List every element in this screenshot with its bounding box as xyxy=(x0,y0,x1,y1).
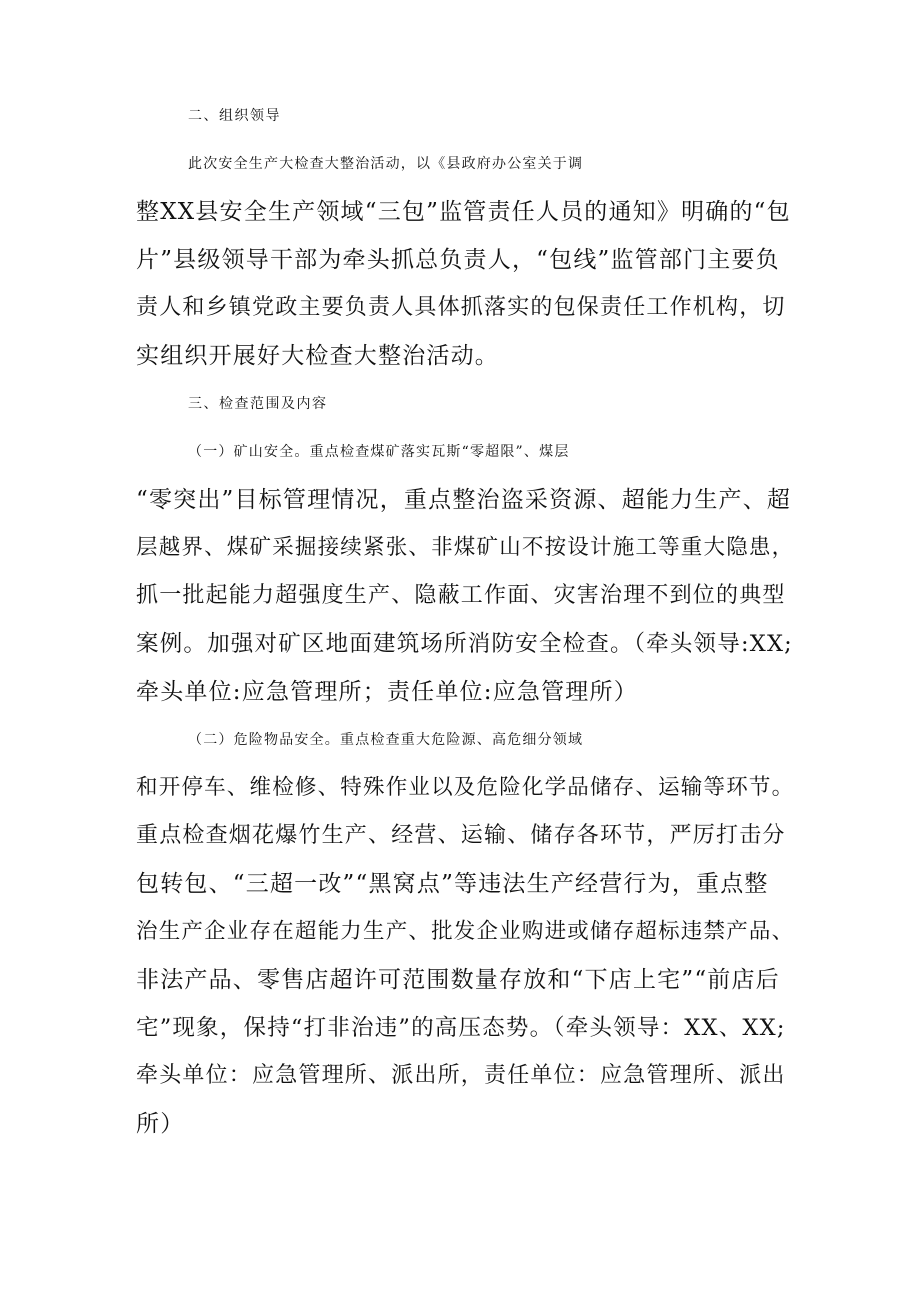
paragraph-line: 整XX县安全生产领域“三包”监管责任人员的通知》明确的“包 xyxy=(136,199,791,225)
paragraph-line: 非法产品、零售店超许可范围数量存放和“下店上宅”“前店后 xyxy=(136,967,780,993)
paragraph-line: 治生产企业存在超能力生产、批发企业购进或储存超标违禁产品、 xyxy=(136,919,795,944)
paragraph-line: 责人和乡镇党政主要负责人具体抓落实的包保责任工作机构，切 xyxy=(136,295,786,320)
paragraph-line: 此次安全生产大检查大整治活动，以《县政府办公室关于调 xyxy=(188,156,584,172)
paragraph-line: （二）危险物品安全。重点检查重大危险源、高危细分领域 xyxy=(188,732,584,748)
section-heading-organization: 二、组织领导 xyxy=(188,108,281,124)
paragraph-line: 和开停车、维检修、特殊作业以及危险化学品储存、运输等环节。 xyxy=(136,775,795,800)
paragraph-line: 层越界、煤矿采掘接续紧张、非煤矿山不按设计施工等重大隐患， xyxy=(136,535,795,560)
paragraph-line: 所） xyxy=(136,1111,185,1137)
section-heading-scope: 三、检查范围及内容 xyxy=(188,396,328,412)
paragraph-line: 牵头单位:应急管理所；责任单位:应急管理所） xyxy=(136,679,638,705)
paragraph-line: 牵头单位：应急管理所、派出所，责任单位：应急管理所、派出 xyxy=(136,1063,786,1088)
paragraph-line: 案例。加强对矿区地面建筑场所消防安全检查。（牵头领导:XX; xyxy=(136,631,793,657)
paragraph-line: 抓一批起能力超强度生产、隐蔽工作面、灾害治理不到位的典型 xyxy=(136,583,786,608)
paragraph-line: 包转包、“三超一改”“黑窝点”等违法生产经营行为，重点整 xyxy=(136,871,769,897)
paragraph-line: （一）矿山安全。重点检查煤矿落实瓦斯“零超限”、煤层 xyxy=(188,444,570,460)
paragraph-line: 重点检查烟花爆竹生产、经营、运输、储存各环节，严厉打击分 xyxy=(136,823,786,848)
paragraph-line: “零突出”目标管理情况，重点整治盗采资源、超能力生产、超 xyxy=(136,487,792,513)
paragraph-line: 实组织开展好大检查大整治活动。 xyxy=(136,343,499,369)
paragraph-line: 片”县级领导干部为牵头抓总负责人，“包线”监管部门主要负 xyxy=(136,247,780,273)
paragraph-line: 宅”现象，保持“打非治违”的高压态势。（牵头领导：XX、XX; xyxy=(136,1015,786,1041)
